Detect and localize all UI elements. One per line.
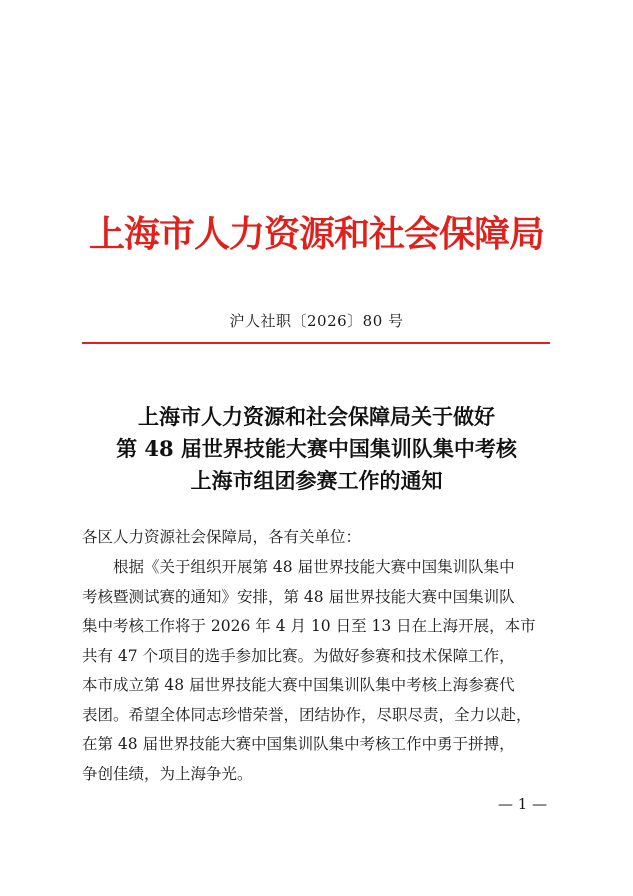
agency-header: 上海市人力资源和社会保障局	[88, 213, 544, 255]
page-number: — 1 —	[498, 795, 548, 813]
body-line: 根据《关于组织开展第 48 届世界技能大赛中国集训队集中	[82, 558, 515, 576]
title-line: 第 48 届世界技能大赛中国集训队集中考核	[116, 436, 517, 461]
body-line: 本市成立第 48 届世界技能大赛中国集训队集中考核上海参赛代	[82, 676, 515, 694]
body-line: 争创佳绩，为上海争光。	[82, 764, 253, 783]
body-line: 共有 47 个项目的选手参加比赛。为做好参赛和技术保障工作，	[82, 646, 515, 665]
body-line: 表团。希望全体同志珍惜荣誉，团结协作，尽职尽责，全力以赴，	[82, 705, 532, 724]
title-line: 上海市组团参赛工作的通知	[190, 468, 443, 493]
body-line: 考核暨测试赛的通知》安排，第 48 届世界技能大赛中国集训队	[82, 587, 515, 606]
body-line: 在第 48 届世界技能大赛中国集训队集中考核工作中勇于拼搏，	[82, 735, 515, 753]
title-line: 上海市人力资源和社会保障局关于做好	[138, 404, 495, 429]
body-line: 集中考核工作将于 2026 年 4 月 10 日至 13 日在上海开展，本市	[82, 617, 536, 635]
body-paragraph	[82, 553, 552, 789]
salutation: 各区人力资源社会保障局，各有关单位：	[82, 528, 362, 546]
red-divider-line	[82, 342, 550, 344]
document-number: 沪人社职〔2026〕80 号	[229, 312, 404, 330]
document-title	[60, 401, 573, 497]
